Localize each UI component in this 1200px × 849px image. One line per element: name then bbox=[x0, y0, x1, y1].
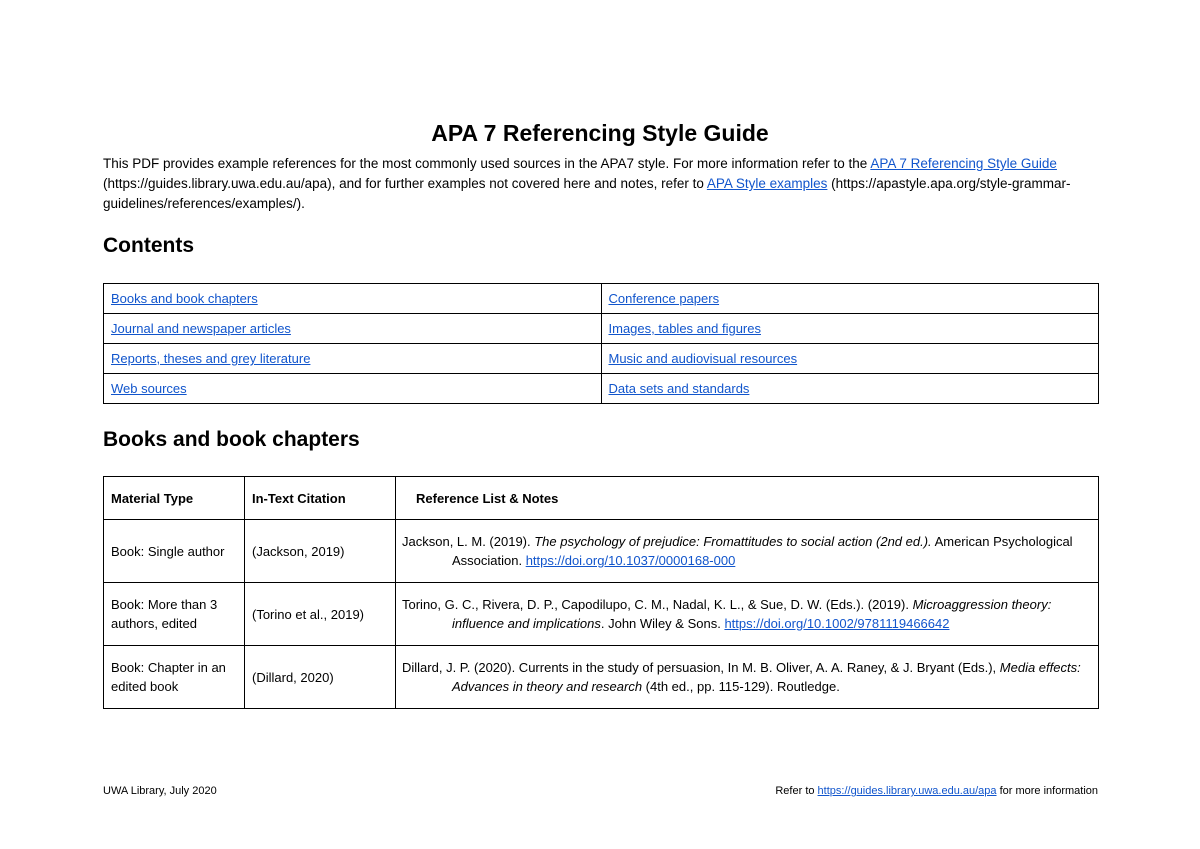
ref-text: . John Wiley & Sons. bbox=[600, 616, 725, 631]
table-row bbox=[104, 583, 1099, 646]
contents-link-journal[interactable]: Journal and newspaper articles bbox=[111, 321, 291, 336]
header-reference-list: Reference List & Notes bbox=[396, 477, 1099, 520]
table-header-row bbox=[104, 477, 1099, 520]
ref-text: Dillard, J. P. (2020). Currents in the study of persuasion, In M. B. Oliver, A. A. Raney, & J. Bryant (Eds.), bbox=[402, 660, 1000, 675]
contents-cell bbox=[601, 284, 1099, 314]
ref-text: Torino, G. C., Rivera, D. P., Capodilupo, C. M., Nadal, K. L., & Sue, D. W. (Eds.). (2019). bbox=[402, 597, 913, 612]
reference-cell bbox=[396, 583, 1099, 646]
contents-cell bbox=[104, 314, 602, 344]
books-heading: Books and book chapters bbox=[103, 428, 360, 451]
apa7-guide-link[interactable]: APA 7 Referencing Style Guide bbox=[870, 156, 1057, 171]
footer-text: Refer to bbox=[775, 785, 818, 797]
reference-cell bbox=[396, 646, 1099, 709]
contents-link-datasets[interactable]: Data sets and standards bbox=[608, 381, 750, 396]
contents-cell bbox=[104, 374, 602, 404]
footer-text: for more information bbox=[996, 785, 1098, 797]
contents-cell bbox=[601, 314, 1099, 344]
intro-text-2: (https://guides.library.uwa.edu.au/apa), and for further examples not covered here and notes, refer to bbox=[103, 176, 707, 191]
contents-row bbox=[104, 314, 1099, 344]
reference-cell bbox=[396, 520, 1099, 583]
ref-text: (4th ed., pp. 115-129). Routledge. bbox=[642, 679, 840, 694]
contents-cell bbox=[104, 284, 602, 314]
contents-cell bbox=[104, 344, 602, 374]
doi-link[interactable]: https://doi.org/10.1037/0000168-000 bbox=[525, 553, 736, 568]
contents-table bbox=[103, 283, 1099, 404]
material-type-cell: Book: Single author bbox=[104, 520, 245, 583]
contents-cell bbox=[601, 374, 1099, 404]
header-material-type: Material Type bbox=[104, 477, 245, 520]
intro-text-1: This PDF provides example references for the most commonly used sources in the APA7 style. For more information refer to the bbox=[103, 156, 871, 171]
ref-title: Microaggression theory: influence and implications bbox=[452, 597, 1052, 631]
footer-guide-link[interactable]: https://guides.library.uwa.edu.au/apa bbox=[817, 785, 997, 797]
contents-row bbox=[104, 344, 1099, 374]
books-table bbox=[103, 476, 1099, 709]
material-type-cell: Book: Chapter in an edited book bbox=[104, 646, 245, 709]
contents-row bbox=[104, 284, 1099, 314]
contents-link-music[interactable]: Music and audiovisual resources bbox=[608, 351, 798, 366]
ref-text: Jackson, L. M. (2019). bbox=[402, 534, 535, 549]
ref-title: Media effects: Advances in theory and research bbox=[452, 660, 1081, 694]
table-row bbox=[104, 646, 1099, 709]
contents-row bbox=[104, 374, 1099, 404]
doi-link[interactable]: https://doi.org/10.1002/9781119466642 bbox=[724, 616, 950, 631]
contents-cell bbox=[601, 344, 1099, 374]
citation-cell: (Torino et al., 2019) bbox=[245, 583, 396, 646]
contents-link-books[interactable]: Books and book chapters bbox=[111, 291, 258, 306]
page-title: APA 7 Referencing Style Guide bbox=[431, 120, 769, 146]
intro-text-3: (https://apastyle.apa.org/style-grammar-guidelines/references/examples/). bbox=[103, 176, 1071, 211]
contents-link-conference[interactable]: Conference papers bbox=[608, 291, 720, 306]
citation-cell: (Dillard, 2020) bbox=[245, 646, 396, 709]
header-in-text-citation: In-Text Citation bbox=[245, 477, 396, 520]
material-type-cell: Book: More than 3 authors, edited bbox=[104, 583, 245, 646]
contents-heading: Contents bbox=[103, 234, 194, 257]
contents-link-reports[interactable]: Reports, theses and grey literature bbox=[111, 351, 311, 366]
footer-right bbox=[775, 785, 1098, 797]
ref-text: American Psychological Association. bbox=[452, 534, 1073, 568]
ref-title: The psychology of prejudice: Fromattitudes to social action (2nd ed.). bbox=[534, 534, 932, 549]
intro-paragraph bbox=[103, 154, 1093, 214]
contents-link-web[interactable]: Web sources bbox=[111, 381, 187, 396]
table-row bbox=[104, 520, 1099, 583]
citation-cell: (Jackson, 2019) bbox=[245, 520, 396, 583]
apa-style-examples-link[interactable]: APA Style examples bbox=[706, 176, 828, 191]
contents-link-images[interactable]: Images, tables and figures bbox=[608, 321, 761, 336]
footer-left: UWA Library, July 2020 bbox=[103, 785, 217, 797]
